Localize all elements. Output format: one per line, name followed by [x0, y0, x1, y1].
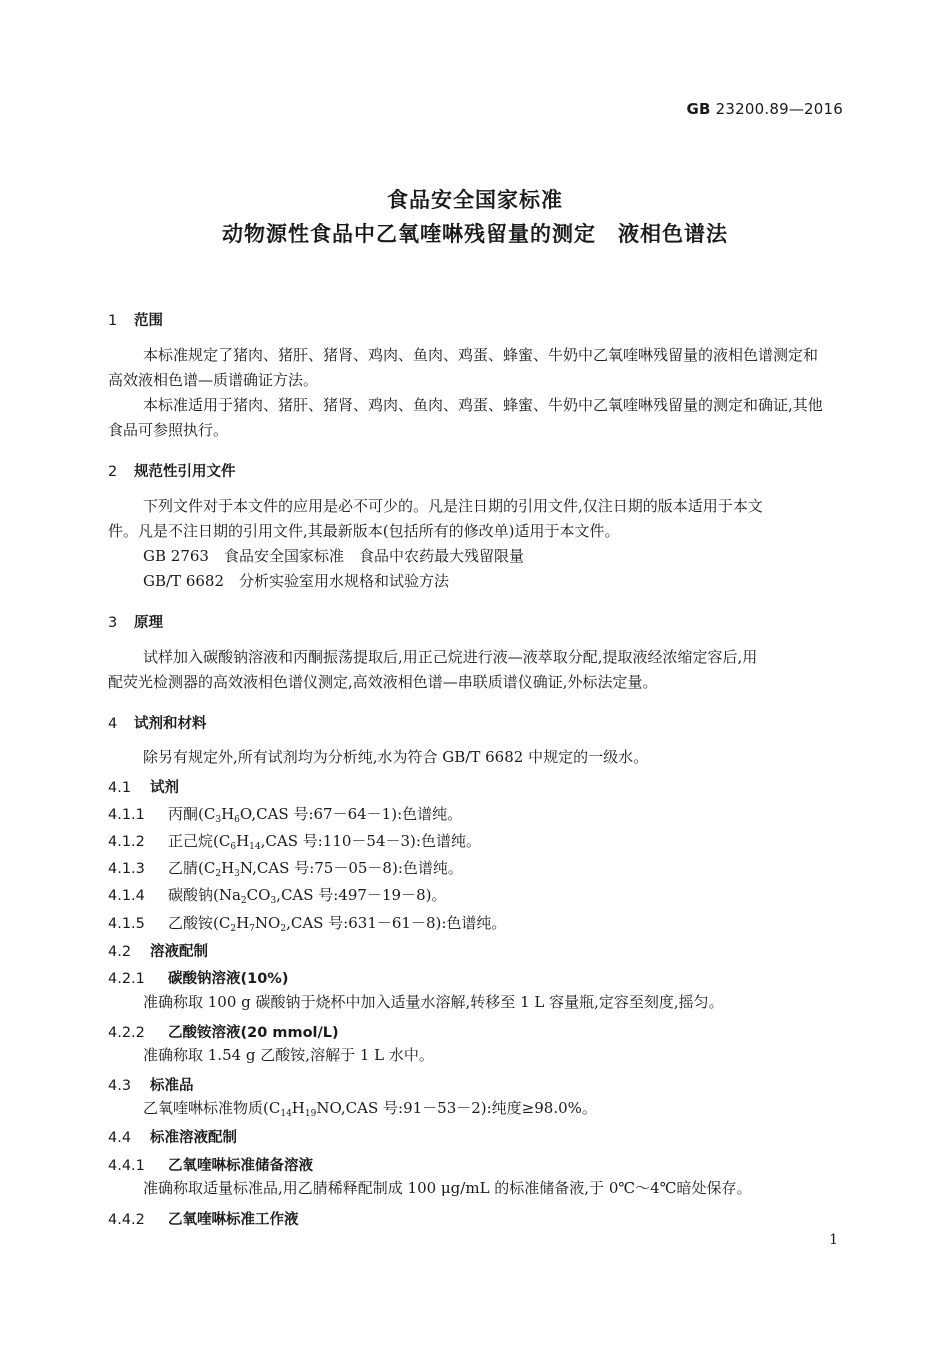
standard-text: 乙氧喹啉标准物质(C [143, 1099, 281, 1117]
section-1-paragraph-2-line-1: 本标准适用于猪肉、猪肝、猪肾、鸡肉、鱼肉、鸡蛋、蜂蜜、牛奶中乙氧喹啉残留量的测定和确证,其他 [143, 396, 823, 414]
section-4-4-1-heading [108, 1154, 313, 1175]
section-4-2-heading [108, 940, 208, 961]
section-2-number: 2 [108, 464, 118, 480]
reagent-item [108, 857, 463, 879]
section-4-4-number: 4.4 [108, 1130, 132, 1146]
subscript: 7 [249, 924, 255, 934]
section-4-2-2-heading [108, 1021, 339, 1042]
document-title-line1: 食品安全国家标准 [387, 188, 563, 212]
section-1-paragraph-1-line-1: 本标准规定了猪肉、猪肝、猪肾、鸡肉、鱼肉、鸡蛋、蜂蜜、牛奶中乙氧喹啉残留量的液相色谱测定和 [143, 346, 819, 364]
section-4-3-heading [108, 1074, 194, 1095]
section-3-paragraph-line-2: 配荧光检测器的高效液相色谱仪测定,高效液相色谱—串联质谱仪确证,外标法定量。 [108, 673, 658, 691]
section-3-heading [108, 611, 163, 632]
reagent-text: H [236, 914, 250, 932]
reagent-item-number: 4.1.1 [108, 807, 145, 823]
section-2-paragraph-line-2: 件。凡是不注日期的引用文件,其最新版本(包括所有的修改单)适用于本文件。 [108, 522, 620, 540]
reagent-text: ,CAS 号:631－61－8):色谱纯。 [286, 914, 507, 932]
reagent-text: H [221, 859, 235, 877]
subscript: 14 [280, 1109, 292, 1119]
section-4-heading [108, 712, 207, 733]
section-3-number: 3 [108, 615, 118, 631]
section-4-title: 试剂和材料 [134, 716, 207, 732]
reagent-item [108, 884, 446, 906]
section-4-4-2-heading [108, 1208, 299, 1229]
reagent-text: CO [246, 886, 271, 904]
section-4-4-title: 标准溶液配制 [150, 1130, 237, 1146]
section-4-4-2-title: 乙氧喹啉标准工作液 [168, 1212, 299, 1228]
subscript: 14 [249, 842, 261, 852]
section-4-3-title: 标准品 [150, 1078, 194, 1094]
reagent-item-number: 4.1.4 [108, 888, 145, 904]
reagent-text: 乙酸铵(C [168, 914, 231, 932]
reagent-item [108, 912, 506, 934]
section-1-heading [108, 309, 163, 330]
reference-gb-2763: GB 2763 食品安全国家标准 食品中农药最大残留限量 [143, 547, 524, 565]
reagent-text: 碳酸钠(Na [168, 886, 241, 904]
section-2-heading [108, 460, 236, 481]
section-4-paragraph: 除另有规定外,所有试剂均为分析纯,水为符合 GB/T 6682 中规定的一级水。 [143, 748, 649, 766]
subscript: 3 [270, 896, 277, 906]
subscript: 2 [230, 924, 237, 934]
reagent-text: 丙酮(C [168, 805, 216, 823]
section-4-1-heading [108, 776, 179, 797]
reagent-text: 乙腈(C [168, 859, 216, 877]
subscript: 3 [215, 815, 222, 825]
section-4-4-heading [108, 1126, 237, 1147]
section-2-title: 规范性引用文件 [134, 464, 236, 480]
section-4-2-1-heading [108, 967, 288, 988]
reference-gb-t-6682: GB/T 6682 分析实验室用水规格和试验方法 [143, 572, 450, 590]
section-4-1-title: 试剂 [150, 780, 179, 796]
section-4-4-2-number: 4.4.2 [108, 1212, 145, 1228]
reagent-item-number: 4.1.2 [108, 834, 145, 850]
section-3-paragraph-line-1: 试样加入碳酸钠溶液和丙酮振荡提取后,用正己烷进行液—液萃取分配,提取液经浓缩定容后,用 [143, 648, 758, 666]
page-number: 1 [829, 1232, 838, 1248]
reagent-item-number: 4.1.3 [108, 861, 145, 877]
reagent-text: O,CAS 号:67－64－1):色谱纯。 [239, 805, 463, 823]
section-4-2-number: 4.2 [108, 944, 132, 960]
section-4-4-1-title: 乙氧喹啉标准储备溶液 [168, 1158, 313, 1174]
subscript: 2 [215, 869, 222, 879]
reagent-text: 正己烷(C [168, 832, 231, 850]
reagent-text: N,CAS 号:75－05－8):色谱纯。 [239, 859, 463, 877]
section-4-1-number: 4.1 [108, 780, 132, 796]
section-1-paragraph-2-line-2: 食品可参照执行。 [108, 421, 229, 439]
subscript: 2 [240, 896, 247, 906]
subscript: 6 [234, 815, 240, 825]
reagent-text: H [236, 832, 250, 850]
section-4-2-2-text: 准确称取 1.54 g 乙酸铵,溶解于 1 L 水中。 [143, 1046, 434, 1064]
document-code [687, 100, 843, 118]
section-1-number: 1 [108, 313, 118, 329]
section-3-title: 原理 [134, 615, 163, 631]
section-4-2-2-number: 4.2.2 [108, 1025, 145, 1041]
section-4-3-number: 4.3 [108, 1078, 132, 1094]
section-1-title: 范围 [134, 313, 163, 329]
standard-substance-text [143, 1096, 597, 1127]
reagent-text: ,CAS 号:110－54－3):色谱纯。 [260, 832, 481, 850]
section-2-paragraph-line-1: 下列文件对于本文件的应用是必不可少的。凡是注日期的引用文件,仅注日期的版本适用于本文 [143, 497, 763, 515]
section-4-4-1-text: 准确称取适量标准品,用乙腈稀释配制成 100 μg/mL 的标准储备液,于 0℃～4℃暗处保存。 [143, 1179, 752, 1197]
subscript: 2 [280, 924, 287, 934]
section-4-2-1-title: 碳酸钠溶液(10%) [168, 971, 289, 987]
subscript: 6 [230, 842, 237, 852]
subscript: 3 [234, 869, 240, 879]
reagent-item [108, 803, 462, 825]
reagent-text: ,CAS 号:497－19－8)。 [276, 886, 447, 904]
section-4-4-1-number: 4.4.1 [108, 1158, 145, 1174]
standard-text: NO,CAS 号:91－53－2):纯度≥98.0%。 [316, 1099, 597, 1117]
reagent-text: NO [254, 914, 281, 932]
section-4-2-1-number: 4.2.1 [108, 971, 145, 987]
section-4-2-1-text: 准确称取 100 g 碳酸钠于烧杯中加入适量水溶解,转移至 1 L 容量瓶,定容至刻度,摇匀。 [143, 993, 724, 1011]
section-4-2-title: 溶液配制 [150, 944, 208, 960]
reagent-item [108, 830, 481, 852]
document-code-prefix: GB [686, 100, 711, 118]
reagent-text: H [221, 805, 235, 823]
subscript: 19 [304, 1109, 317, 1119]
standard-text: H [291, 1099, 305, 1117]
section-1-paragraph-1-line-2: 高效液相色谱—质谱确证方法。 [108, 371, 319, 389]
section-4-2-2-title: 乙酸铵溶液(20 mmol/L) [168, 1025, 339, 1041]
document-title-line2: 动物源性食品中乙氧喹啉残留量的测定 液相色谱法 [222, 222, 728, 246]
reagent-item-number: 4.1.5 [108, 916, 145, 932]
document-code-number: 23200.89—2016 [715, 100, 843, 118]
section-4-number: 4 [108, 716, 118, 732]
